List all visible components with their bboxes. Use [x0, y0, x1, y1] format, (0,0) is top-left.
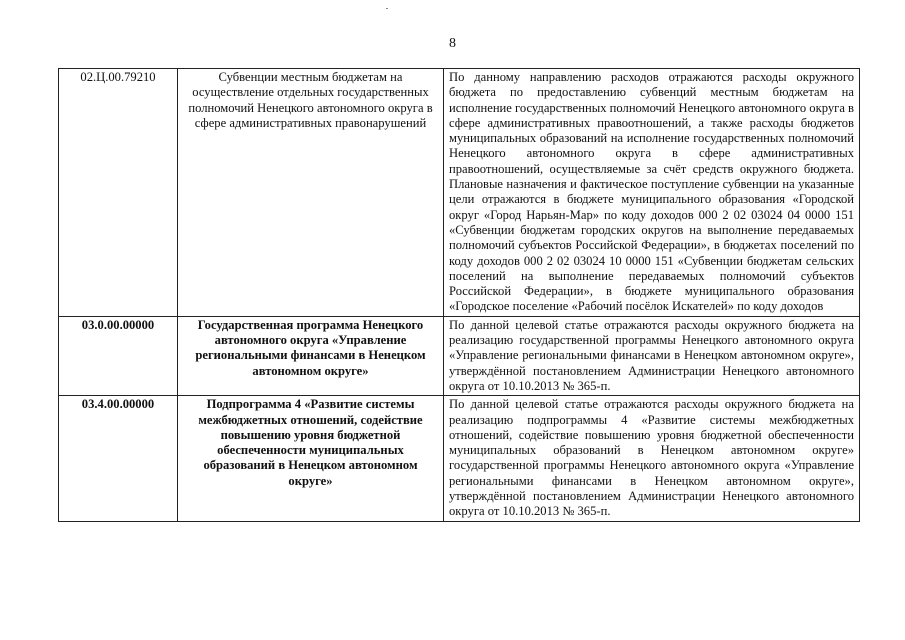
page-number: 8: [449, 36, 456, 51]
budget-classification-table: [58, 68, 860, 522]
target-article-code: 03.4.00.00000: [59, 396, 178, 521]
table-row: [59, 396, 860, 521]
target-article-code: 03.0.00.00000: [59, 316, 178, 395]
target-article-code: 02.Ц.00.79210: [59, 69, 178, 317]
table-row: [59, 316, 860, 395]
target-article-description: По данной целевой статье отражаются расходы окружного бюджета на реализацию государственной программы Ненецкого автономного округа «Управление региональными финансами в Ненецком автономном округе», утверждённой постановлением Администрации Ненецкого автономного округа от 10.10.2013 № 365-п.: [444, 316, 860, 395]
target-article-description: По данному направлению расходов отражаются расходы окружного бюджета по предоставлению субвенций местным бюджетам на исполнение государственных полномочий Ненецкого автономного округа в сфере административных правоотношений, а также расходы бюджетов муниципальных образований на исполнение государственных полномочий Ненецкого автономного округа в сфере административных правоотношений, осуществляемые за счёт средств окружного бюджета. Плановые назначения и фактическое поступление субвенции на указанные цели отражаются в бюджете муниципального образования «Городской округ «Город Нарьян-Мар» по коду доходов 000 2 02 03024 04 0000 151 «Субвенции бюджетам городских округов на выполнение передаваемых полномочий субъектов Российской Федерации», в бюджетах поселений по коду доходов 000 2 02 03024 10 0000 151 «Субвенции бюджетам сельских поселений на выполнение передаваемых полномочий субъектов Российской Федерации», в бюджете муниципального образования «Городское поселение «Рабочий посёлок Искателей» по коду доходов: [444, 69, 860, 317]
target-article-name: Субвенции местным бюджетам на осуществление отдельных государственных полномочий Ненецкого автономного округа в сфере административных правонарушений: [178, 69, 444, 317]
target-article-description: По данной целевой статье отражаются расходы окружного бюджета на реализацию подпрограммы 4 «Развитие системы межбюджетных отношений, содействие повышению уровня бюджетной обеспеченности муниципальных образований в Ненецком автономном округе» государственной программы Ненецкого автономного округа «Управление региональными финансами в Ненецком автономном округе», утверждённой постановлением Администрации Ненецкого автономного округа от 10.10.2013 № 365-п.: [444, 396, 860, 521]
scan-mark: [386, 8, 388, 9]
target-article-name: Государственная программа Ненецкого автономного округа «Управление региональными финансами в Ненецком автономном округе»: [178, 316, 444, 395]
target-article-name: Подпрограмма 4 «Развитие системы межбюджетных отношений, содействие повышению уровня бюджетной обеспеченности муниципальных образований в Ненецком автономном округе»: [178, 396, 444, 521]
table-row: [59, 69, 860, 317]
